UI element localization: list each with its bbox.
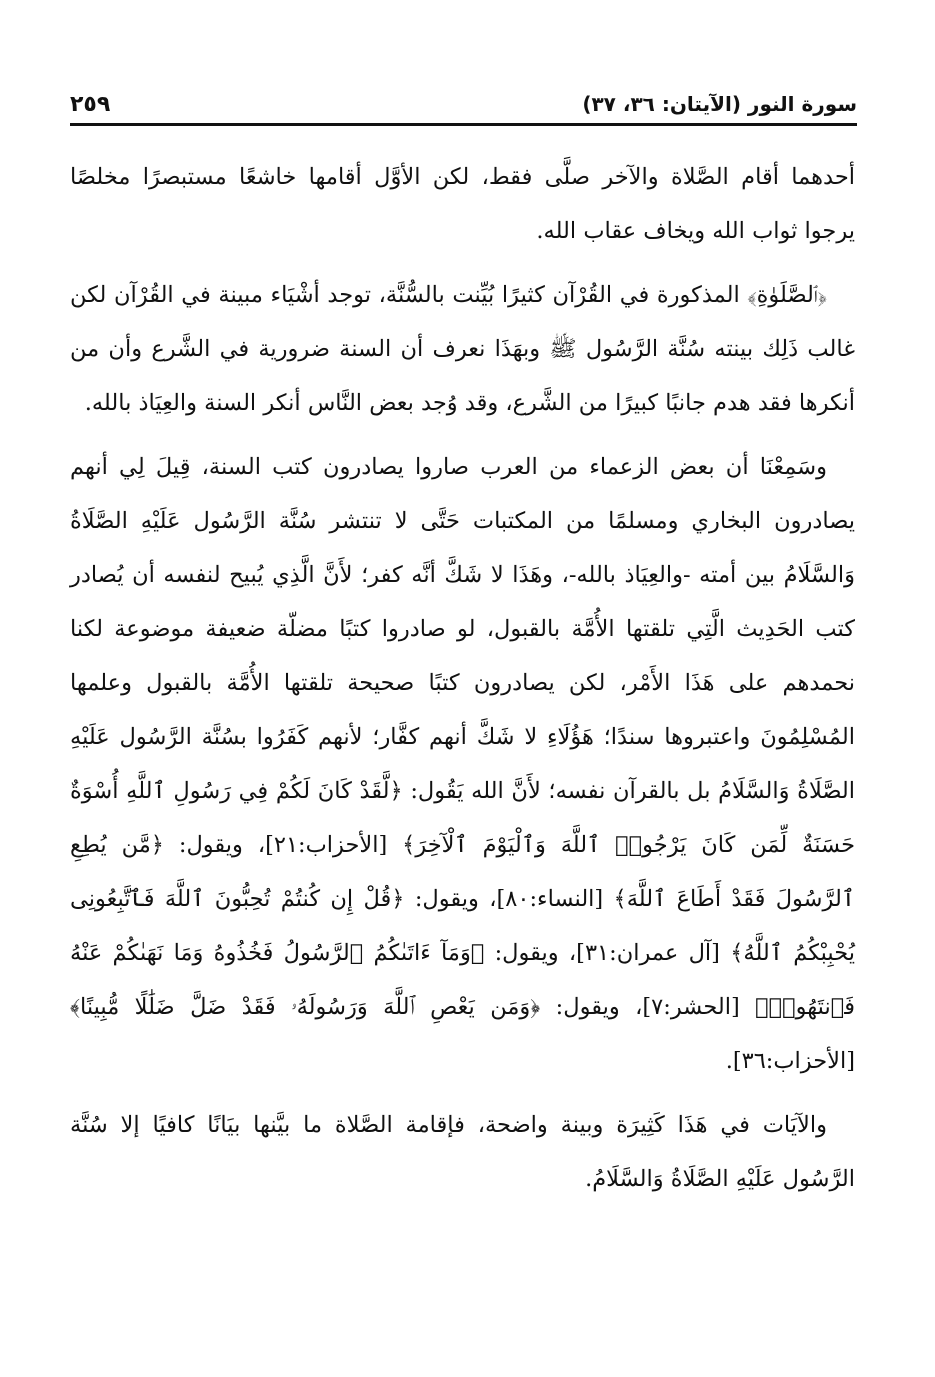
page-number: ٢٥٩ (70, 91, 111, 117)
page-header (70, 84, 857, 124)
page-body (70, 150, 855, 1206)
paragraph-spacer (70, 430, 855, 440)
paragraph-spacer (70, 1088, 855, 1098)
header-divider (70, 123, 857, 126)
paragraph-spacer (70, 258, 855, 268)
paragraph-3: وسَمِعْنَا أن بعض الزعماء من العرب صاروا يصادرون كتب السنة، قِيلَ لِي أنهم يصادرون البخاري ومسلمًا من المكتبات حَتَّى لا تنتشر سُنَّة الرَّسُول عَلَيْهِ الصَّلَاةُ وَالسَّلَامُ بين أمته -والعِيَاذ بالله-، وهَذَا لا شَكَّ أنَّه كفر؛ لأَنَّ الَّذِي يُبيح لنفسه أن يُصادر كتب الحَدِيث الَّتِي تلقتها الأُمَّة بالقبول، لو صادروا كتبًا مضلّة ضعيفة موضوعة لكنا نحمدهم على هَذَا الأَمْر، لكن يصادرون كتبًا صحيحة تلقتها الأُمَّة بالقبول وعلمها المُسْلِمُونَ واعتبروها سندًا؛ هَؤُلَاءِ لا شَكَّ أنهم كفَّار؛ لأنهم كَفَرُوا بسُنَّة الرَّسُول عَلَيْهِ الصَّلَاةُ وَالسَّلَامُ بل بالقرآن نفسه؛ لأَنَّ الله يَقُول: ﴿لَّقَدْ كَانَ لَكُمْ فِي رَسُولِ ٱللَّهِ أُسْوَةٌ حَسَنَةٌ لِّمَن كَانَ يَرْجُوا۟ ٱللَّهَ وَٱلْيَوْمَ ٱلْآخِرَ﴾ [الأحزاب:٢١]، ويقول: ﴿مَّن يُطِعِ ٱلرَّسُولَ فَقَدْ أَطَاعَ ٱللَّهَ﴾ [النساء:٨٠]، ويقول: ﴿قُلْ إِن كُنتُمْ تُحِبُّونَ ٱللَّهَ فَٱتَّبِعُونِى يُحْبِبْكُمُ ٱللَّهُ﴾ [آل عمران:٣١]، ويقول: ﴿وَمَآ ءَاتَىٰكُمُ ٱلرَّسُولُ فَخُذُوهُ وَمَا نَهَىٰكُمْ عَنْهُ فَٱنتَهُوا۟﴾ [الحشر:٧]، ويقول: ﴿وَمَن يَعْصِ ٱللَّهَ وَرَسُولَهُۥ فَقَدْ ضَلَّ ضَلَٰلًا مُّبِينًا﴾ [الأحزاب:٣٦]. (70, 454, 855, 1074)
paragraph-2: ﴿ٱلصَّلَوٰةِ﴾ المذكورة في القُرْآن كثيرًا بُيِّنت بالسُّنَّة، توجد أشْيَاء مبينة في القُرْآن لكن غالب ذَلِك بينته سُنَّة الرَّسُول ﷺ وبهَذَا نعرف أن السنة ضرورية في الشَّرع وأن من أنكرها فقد هدم جانبًا كبيرًا من الشَّرع، وقد وُجد بعض النَّاس أنكر السنة والعِيَاذ بالله. (70, 282, 855, 416)
paragraph-1: أحدهما أقام الصَّلاة والآخر صلَّى فقط، لكن الأوَّل أقامها خاشعًا مستبصرًا مخلصًا يرجوا ثواب الله ويخاف عقاب الله. (70, 164, 855, 244)
paragraph-4: والآيَات في هَذَا كَثِيرَة وبينة واضحة، فإقامة الصَّلاة ما بيَّنها بيَانًا كافيًا إلا سُنَّة الرَّسُول عَلَيْهِ الصَّلَاةُ وَالسَّلَامُ. (70, 1112, 855, 1192)
surah-title: سورة النور (الآيتان: ٣٦، ٣٧) (582, 92, 857, 116)
